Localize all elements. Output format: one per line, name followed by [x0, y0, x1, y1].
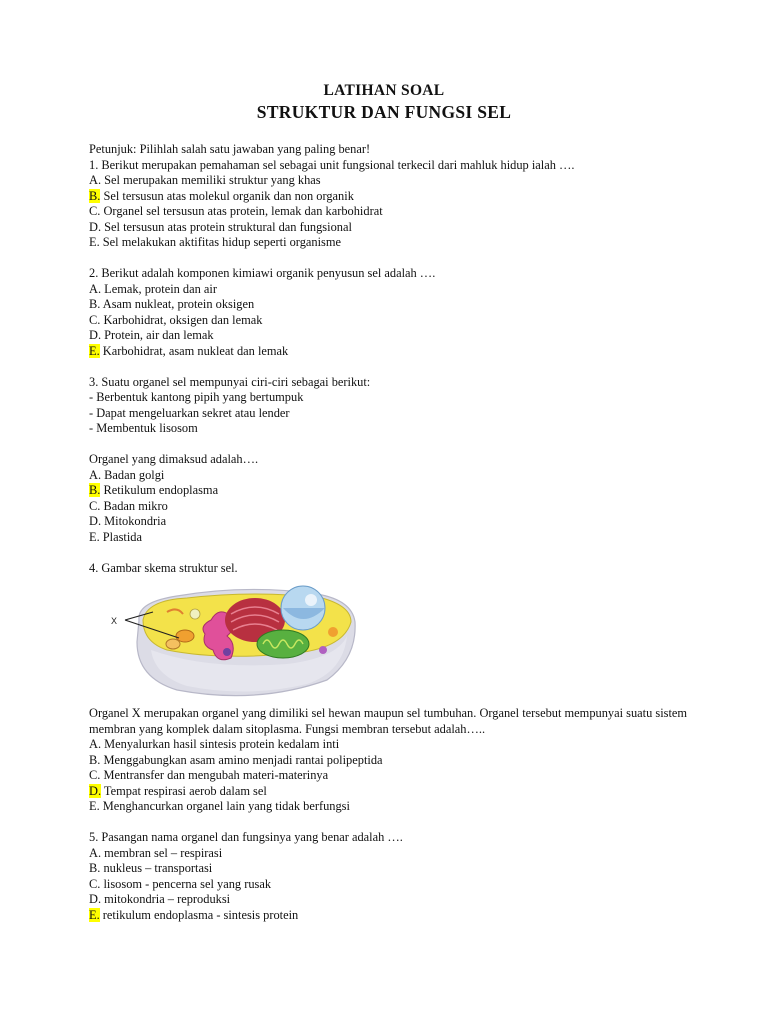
option-letter: C.	[89, 768, 101, 782]
option-text: Retikulum endoplasma	[100, 483, 219, 497]
option-letter: A.	[89, 845, 102, 860]
q4-option-b	[89, 753, 689, 769]
q5-option-b	[89, 861, 689, 877]
q1-option-b	[89, 189, 689, 205]
option-letter: A.	[89, 737, 102, 751]
document-subtitle: STRUKTUR DAN FUNGSI SEL	[256, 102, 512, 122]
option-letter-highlighted: E.	[89, 343, 100, 358]
option-text: Mitokondria	[101, 514, 167, 528]
animal-cell-illustration	[107, 580, 367, 700]
q1-option-d	[89, 220, 689, 236]
option-text: Sel merupakan memiliki struktur yang khas	[101, 173, 321, 187]
q4-option-e	[89, 799, 689, 815]
option-letter: D.	[89, 328, 102, 342]
q3-bullet: - Berbentuk kantong pipih yang bertumpuk	[89, 390, 304, 404]
option-text: mitokondria – reproduksi	[101, 892, 231, 906]
question-1: 1. Berikut merupakan pemahaman sel sebagai unit fungsional terkecil dari mahluk hidup ialah ….	[89, 157, 575, 172]
question-4: 4. Gambar skema struktur sel.	[89, 560, 238, 575]
option-text: Asam nukleat, protein oksigen	[100, 297, 255, 311]
option-text: Tempat respirasi aerob dalam sel	[101, 783, 267, 798]
option-text: retikulum endoplasma - sintesis protein	[99, 907, 299, 922]
q1-option-a	[89, 173, 689, 189]
question-5: 5. Pasangan nama organel dan fungsinya yang benar adalah ….	[89, 830, 403, 844]
option-text: Karbohidrat, asam nukleat dan lemak	[99, 343, 289, 358]
question-2: 2. Berikut adalah komponen kimiawi organik penyusun sel adalah ….	[89, 266, 436, 280]
q1-option-c	[89, 204, 689, 220]
option-letter: D.	[89, 514, 102, 528]
option-text: Plastida	[99, 529, 143, 544]
option-text: Sel tersusun atas protein struktural dan fungsional	[101, 219, 352, 234]
q5-option-e	[89, 908, 689, 924]
option-letter: C.	[89, 204, 101, 218]
option-text: Sel tersusun atas molekul organik dan non organik	[100, 188, 354, 203]
q2-option-b	[89, 297, 689, 313]
document-title: LATIHAN SOAL	[323, 82, 445, 99]
q2-option-e	[89, 344, 689, 360]
q2-option-c	[89, 313, 689, 329]
q1-option-e	[89, 235, 689, 251]
option-letter: A.	[89, 173, 102, 187]
figure-label-x: X	[111, 616, 118, 626]
document-body	[89, 142, 689, 923]
option-text: Badan golgi	[101, 467, 165, 482]
option-letter: B.	[89, 297, 101, 311]
option-letter: E.	[89, 529, 100, 544]
q4-body: Organel X merupakan organel yang dimiliki sel hewan maupun sel tumbuhan. Organel tersebut mempunyai suatu sistem membran yang komplek dalam sitoplasma. Fungsi membran tersebut adalah…..	[89, 706, 688, 736]
option-letter: C.	[89, 876, 101, 891]
option-text: Lemak, protein dan air	[101, 281, 217, 296]
q5-option-a	[89, 846, 689, 862]
q3-option-e	[89, 530, 689, 546]
q3-option-b	[89, 483, 689, 499]
option-letter: A.	[89, 467, 102, 482]
q3-prompt: Organel yang dimaksud adalah….	[89, 452, 259, 466]
q2-option-d	[89, 328, 689, 344]
option-text: Badan mikro	[100, 498, 168, 513]
q3-option-d	[89, 514, 689, 530]
question-3: 3. Suatu organel sel mempunyai ciri-ciri sebagai berikut:	[89, 374, 371, 389]
q5-option-c	[89, 877, 689, 893]
option-letter: A.	[89, 281, 102, 296]
option-letter-highlighted: D.	[89, 783, 102, 798]
q4-option-c	[89, 768, 689, 784]
option-letter-highlighted: B.	[89, 483, 101, 497]
option-text: Organel sel tersusun atas protein, lemak dan karbohidrat	[100, 204, 383, 218]
option-text: lisosom - pencerna sel yang rusak	[100, 876, 272, 891]
option-letter: D.	[89, 892, 102, 906]
option-text: Menghancurkan organel lain yang tidak berfungsi	[99, 799, 350, 813]
option-text: Mentransfer dan mengubah materi-materinya	[100, 768, 329, 782]
q3-option-c	[89, 499, 689, 515]
option-text: Menyalurkan hasil sintesis protein kedalam inti	[101, 737, 340, 751]
option-letter: E.	[89, 235, 100, 249]
option-letter: B.	[89, 752, 101, 767]
q5-option-d	[89, 892, 689, 908]
option-letter: E.	[89, 799, 100, 813]
option-letter: B.	[89, 861, 101, 875]
option-letter: C.	[89, 498, 101, 513]
option-letter: C.	[89, 312, 101, 327]
option-text: nukleus – transportasi	[100, 861, 213, 875]
option-text: Karbohidrat, oksigen dan lemak	[100, 312, 263, 327]
option-letter: D.	[89, 219, 102, 234]
q4-option-a	[89, 737, 689, 753]
q4-option-d	[89, 784, 689, 800]
q3-option-a	[89, 468, 689, 484]
option-letter-highlighted: E.	[89, 907, 100, 922]
q2-option-a	[89, 282, 689, 298]
option-letter-highlighted: B.	[89, 188, 101, 203]
instruction: Petunjuk: Pilihlah salah satu jawaban yang paling benar!	[89, 142, 371, 156]
option-text: Protein, air dan lemak	[101, 328, 214, 342]
option-text: membran sel – respirasi	[101, 845, 223, 860]
q3-bullet: - Dapat mengeluarkan sekret atau lender	[89, 405, 290, 420]
q3-bullet: - Membentuk lisosom	[89, 421, 198, 435]
option-text: Menggabungkan asam amino menjadi rantai polipeptida	[100, 752, 383, 767]
option-text: Sel melakukan aktifitas hidup seperti organisme	[99, 235, 342, 249]
cell-diagram	[107, 580, 367, 700]
